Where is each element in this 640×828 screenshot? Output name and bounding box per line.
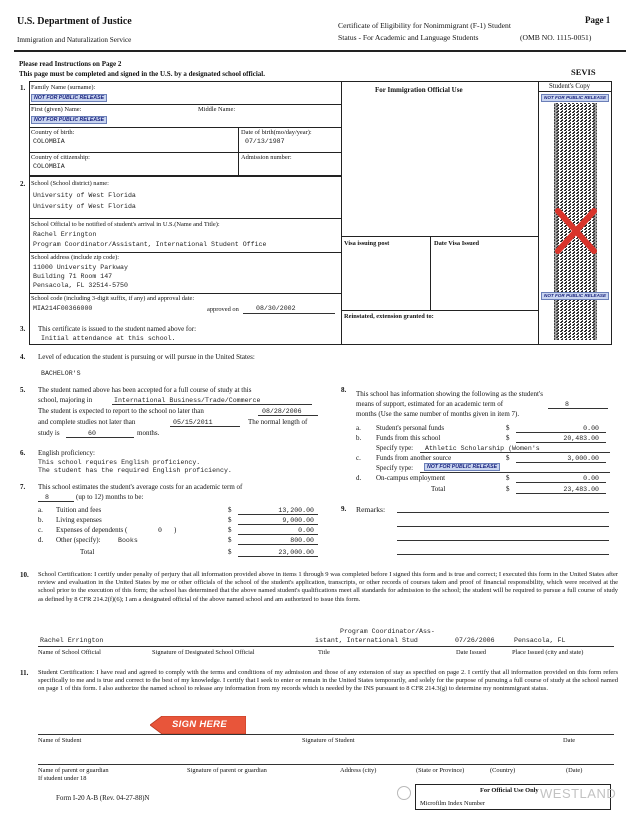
dollar-sign: $ [228, 548, 232, 556]
fill-line [238, 524, 318, 525]
item-number: 1. [20, 84, 26, 92]
microfilm-label: Microfilm Index Number [420, 800, 485, 807]
place-issued-value: Pensacola, FL [514, 637, 566, 644]
support-amount: 3,000.00 [567, 455, 599, 462]
signature-line [38, 646, 614, 647]
page-number: Page 1 [585, 15, 611, 25]
school-code-label: School code (including 3-digit suffix, if any) and approval date: [31, 295, 195, 302]
col-label: Name of Student [38, 737, 82, 744]
sign-here-label: SIGN HERE [172, 719, 227, 730]
grid-rule [29, 252, 341, 253]
specify-type-label: Specify type: [376, 444, 414, 452]
item7-text: (up to 12) months to be: [76, 493, 144, 501]
col-label: (Date) [566, 767, 583, 774]
reinstated-label: Reinstated, extension granted to: [344, 313, 434, 320]
official-name-value: Rachel Errington [40, 637, 104, 644]
admission-number-label: Admission number: [241, 154, 292, 161]
cost-amount: 800.00 [290, 537, 314, 544]
term-months-value: 8 [45, 494, 49, 501]
citizenship-label: Country of citizenship: [31, 154, 90, 161]
dob-label: Date of birth(mo/day/year): [241, 129, 312, 136]
cost-amount: 13,200.00 [278, 507, 314, 514]
grid-divider [430, 236, 431, 310]
support-letter: a. [356, 424, 361, 432]
item-number: 5. [20, 386, 26, 394]
specify-type-value: Athletic Scholarship (Women's [425, 445, 540, 452]
col-label: Address (city) [340, 767, 377, 774]
main-grid [29, 81, 612, 345]
col-label: Signature of parent or guardian [187, 767, 267, 774]
item-number: 2. [20, 180, 26, 188]
item7-total-value: 23,000.00 [278, 549, 314, 556]
barcode-image [548, 103, 603, 340]
official-title-value: istant, International Stud [315, 637, 418, 644]
cost-letter: a. [38, 506, 43, 514]
omb-number: (OMB NO. 1115-0051) [520, 33, 592, 42]
visa-date-issued: Date Visa Issued [434, 240, 480, 247]
item3-value: Initial attendance at this school. [41, 335, 176, 342]
visa-issuing-post: Visa issuing post [344, 240, 390, 247]
item-number: 9. [341, 505, 347, 513]
item5-text: The normal length of [248, 418, 308, 426]
english-label: English proficiency: [38, 449, 95, 457]
school-official-value: Program Coordinator/Assistant, International Student Office [33, 241, 267, 248]
col-label: (State or Province) [416, 767, 465, 774]
official-title-value: Program Coordinator/ [340, 628, 420, 635]
under-18-note: If student under 18 [38, 775, 87, 782]
fill-line [516, 482, 606, 483]
item5-text: study is [38, 429, 60, 437]
approved-on-label: approved on [207, 306, 239, 313]
redaction-stamp: NOT FOR PUBLIC RELEASE [31, 94, 107, 102]
fill-line [238, 534, 318, 535]
school-official-label: School Official to be notified of student's arrival in U.S.(Name and Title): [31, 221, 220, 228]
family-name-label: Family Name (surname): [31, 84, 96, 91]
support-label: Student's personal funds [376, 424, 445, 432]
fill-line [516, 442, 606, 443]
support-label: Funds from another source [376, 454, 452, 462]
cost-label: Other (specify): [56, 536, 101, 544]
cost-letter: b. [38, 516, 44, 524]
redaction-stamp: NOT FOR PUBLIC RELEASE [541, 94, 609, 102]
fill-line [420, 452, 610, 453]
col-label: Name of parent or guardian [38, 767, 109, 774]
official-title-value: Ass- [419, 628, 435, 635]
dollar-sign: $ [506, 485, 510, 493]
support-label: On-campus employment [376, 474, 446, 482]
cost-label: Living expenses [56, 516, 102, 524]
item8-total-value: 23,483.00 [563, 486, 599, 493]
grid-divider [341, 81, 342, 345]
col-label: Signature of Designated School Official [152, 649, 255, 656]
dollar-sign: $ [506, 434, 510, 442]
fill-line [38, 501, 74, 502]
instructions-line: This page must be completed and signed in the U.S. by a designated school official. [19, 70, 265, 78]
date-issued-value: 07/26/2006 [455, 637, 495, 644]
item4-value: BACHELOR'S [41, 370, 81, 377]
student-certification-text: Student Certification: I have read and agreed to comply with the terms and conditions of my admission and those of any extension of stay as specified on page 2. I certify that all information provided on this form refers specifically to me and is true and correct to the best of my knowledge. I certify that I seek to enter or remain in the United States temporarily, and solely for the purpose of pursuing a full course of study at the school named on page 1 of this form. I also authorize the named school to release any information from my records which is needed by the INS pursuant to 8 CFR 214.3(g) to determine my nonimmigrant status. [38, 669, 618, 693]
school-code-value: MIA214F00366000 [33, 305, 93, 312]
certificate-subtitle: Status - For Academic and Language Students [338, 33, 479, 42]
fill-line [258, 415, 318, 416]
immigration-use-label: For Immigration Official Use [375, 86, 463, 94]
col-label: Name of School Official [38, 649, 101, 656]
fill-line [548, 408, 608, 409]
school-official-value: Rachel Errington [33, 231, 97, 238]
complete-date-value: 05/15/2011 [173, 419, 213, 426]
redaction-stamp: NOT FOR PUBLIC RELEASE [424, 463, 500, 471]
service-name: Immigration and Naturalization Service [17, 36, 132, 44]
item8-total-label: Total [431, 485, 446, 493]
fill-line [420, 472, 610, 473]
cost-letter: c. [38, 526, 43, 534]
department-title: U.S. Department of Justice [17, 16, 132, 27]
support-amount: 20,483.00 [563, 435, 599, 442]
grid-divider [238, 127, 239, 175]
citizenship-value: COLOMBIA [33, 163, 65, 170]
dollar-sign: $ [228, 526, 232, 534]
grid-rule [29, 152, 341, 153]
fill-line [516, 432, 606, 433]
remarks-line [397, 512, 609, 513]
grid-rule [29, 218, 341, 219]
support-label: Funds from this school [376, 434, 441, 442]
redaction-stamp: NOT FOR PUBLIC RELEASE [31, 116, 107, 124]
redaction-stamp: NOT FOR PUBLIC RELEASE [541, 292, 609, 300]
official-use-label: For Official Use Only [480, 787, 539, 794]
students-copy-label: Student's Copy [549, 83, 591, 90]
col-label: (Country) [490, 767, 516, 774]
item-number: 4. [20, 353, 26, 361]
support-amount: 0.00 [583, 425, 599, 432]
school-certification-text: School Certification: I certify under penalty of perjury that all information provided above in items 1 through 9 was completed before I signed this form and is true and correct; I executed this form in the United States after review and evaluation in the United States by me or other officials of the school of the student's application, transcripts, or other records of courses taken and proof of financial responsibility, which were received at the school prior to the execution of this form; the school has determined that the above named student's qualifications meet all standards for admission to the school; the student will be required to pursue a full course of study as defined by 8 CFR 214.2(f)(6); I am a designated official of the above named school and am authorized to issue this form. [38, 571, 618, 603]
item-number: 3. [20, 325, 26, 333]
school-address-value: 11000 University Parkway [33, 264, 128, 271]
grid-rule [538, 91, 612, 92]
fill-line [516, 493, 606, 494]
cost-extra: Books [118, 537, 138, 544]
signature-line [38, 764, 614, 765]
item8-text: months (Use the same number of months given in item 7). [356, 410, 520, 418]
support-letter: b. [356, 434, 362, 442]
dollar-sign: $ [506, 474, 510, 482]
fill-line [516, 462, 606, 463]
country-birth-label: Country of birth: [31, 129, 75, 136]
fill-line [238, 514, 318, 515]
item-number: 10. [20, 571, 29, 579]
item4-text: Level of education the student is pursuing or will pursue in the United States: [38, 353, 255, 361]
grid-rule [341, 236, 538, 237]
signature-line [38, 734, 614, 735]
item5-text: and complete studies not later than [38, 418, 136, 426]
item8-text: means of support, estimated for an academic term of [356, 400, 504, 408]
country-birth-value: COLOMBIA [33, 138, 65, 145]
school-address-label: School address (include zip code): [31, 254, 120, 261]
report-date-value: 08/28/2006 [262, 408, 302, 415]
item8-text: This school has information showing the following as the student's [356, 390, 543, 398]
cost-amount: 9,000.00 [282, 517, 314, 524]
sevis-label: SEVIS [571, 67, 596, 77]
dob-value: 07/13/1987 [245, 138, 285, 145]
fill-line [243, 313, 335, 314]
middle-name-label: Middle Name: [198, 106, 236, 113]
cost-label: Expenses of dependents ( [56, 526, 128, 534]
grid-rule [29, 104, 341, 105]
school-address-value: Building 71 Room 147 [33, 273, 113, 280]
grid-rule [341, 310, 538, 311]
item5-text: months. [137, 429, 160, 437]
english-value: This school requires English proficiency. [38, 459, 201, 466]
specify-type-label: Specify type: [376, 464, 414, 472]
item5-text: The student is expected to report to the school no later than [38, 407, 204, 415]
item-number: 7. [20, 483, 26, 491]
item5-text: school, majoring in [38, 396, 93, 404]
cost-extra-close: ) [174, 526, 177, 534]
fill-line [170, 426, 240, 427]
fill-line [238, 556, 318, 557]
dollar-sign: $ [228, 536, 232, 544]
watermark-logo [397, 786, 411, 800]
dollar-sign: $ [228, 506, 232, 514]
english-value: The student has the required English proficiency. [38, 467, 232, 474]
support-amount: 0.00 [583, 475, 599, 482]
grid-rule [29, 293, 341, 294]
dollar-sign: $ [506, 454, 510, 462]
remarks-label: Remarks: [356, 505, 386, 514]
school-name-label: School (School district) name: [31, 180, 109, 187]
item-number: 8. [341, 386, 347, 394]
remarks-line [397, 540, 609, 541]
cost-letter: d. [38, 536, 44, 544]
grid-rule [29, 127, 341, 128]
cost-extra: 0 [158, 527, 162, 534]
approved-on-value: 08/30/2002 [256, 305, 296, 312]
fill-line [112, 404, 312, 405]
watermark-text: WESTLAND [540, 786, 617, 801]
col-label: Signature of Student [302, 737, 355, 744]
school-name-value: University of West Florida [33, 192, 136, 199]
support-letter: d. [356, 474, 362, 482]
item-number: 6. [20, 449, 26, 457]
fill-line [238, 544, 318, 545]
col-label: Date Issued [456, 649, 486, 656]
study-months-value: 60 [88, 430, 96, 437]
col-label: Place Issued (city and state) [512, 649, 584, 656]
fill-line [66, 437, 134, 438]
item-number: 11. [20, 669, 29, 677]
instructions-line: Please read Instructions on Page 2 [19, 60, 122, 68]
support-letter: c. [356, 454, 361, 462]
col-label: Title [318, 649, 330, 656]
col-label: Date [563, 737, 576, 744]
dollar-sign: $ [228, 516, 232, 524]
dollar-sign: $ [506, 424, 510, 432]
remarks-line [397, 554, 609, 555]
first-name-label: First (given) Name: [31, 106, 82, 113]
cost-amount: 0.00 [298, 527, 314, 534]
item7-text: This school estimates the student's average costs for an academic term of [38, 483, 243, 491]
grid-rule [29, 175, 341, 177]
major-value: International Business/Trade/Commerce [114, 397, 261, 404]
certificate-title: Certificate of Eligibility for Nonimmigrant (F-1) Student [338, 21, 511, 30]
support-months-value: 8 [565, 401, 569, 408]
remarks-line [397, 526, 609, 527]
item3-text: This certificate is issued to the student named above for: [38, 325, 197, 333]
grid-divider [538, 81, 539, 345]
header-rule [14, 50, 626, 52]
item5-text: The student named above has been accepted for a full course of study at this [38, 386, 252, 394]
cost-label: Tuition and fees [56, 506, 102, 514]
school-address-value: Pensacola, FL 32514-5750 [33, 282, 128, 289]
school-name-value: University of West Florida [33, 203, 136, 210]
item7-total-label: Total [80, 548, 95, 556]
form-number: Form I-20 A-B (Rev. 04-27-88)N [56, 794, 150, 802]
